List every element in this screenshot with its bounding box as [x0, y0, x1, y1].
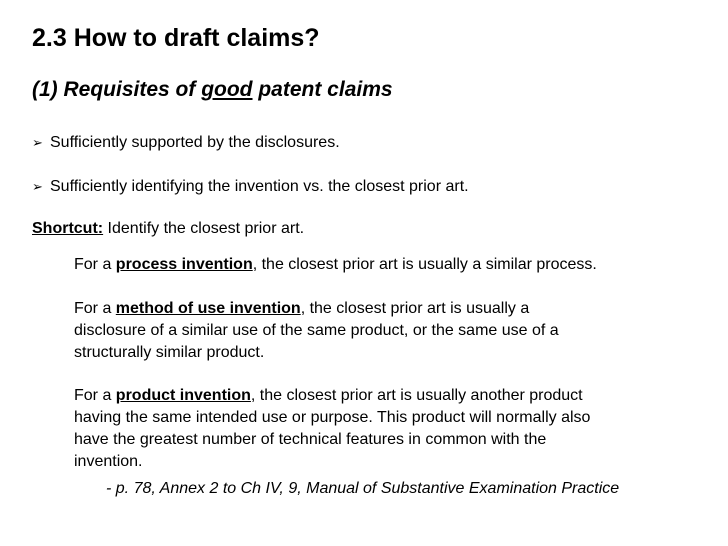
paragraph-text: , the closest prior art is usually another product: [250, 387, 583, 404]
paragraph-text: , the closest prior art is usually a similar process.: [252, 256, 597, 273]
paragraph-line: [74, 254, 714, 276]
shortcut-label: Shortcut:: [32, 220, 104, 237]
paragraph-process-invention: [74, 254, 714, 276]
bullet-text: Sufficiently supported by the disclosures.: [50, 134, 340, 151]
paragraph-keyword: process invention: [115, 256, 253, 273]
shortcut-line: [32, 220, 304, 238]
paragraph-line: disclosure of a similar use of the same product, or the same use of a: [74, 322, 559, 339]
citation: - p. 78, Annex 2 to Ch IV, 9, Manual of Substantive Examination Practice: [106, 480, 620, 497]
paragraph-prefix: For a: [74, 256, 116, 273]
page-title: 2.3 How to draft claims?: [32, 24, 320, 52]
bullet-item: [32, 134, 340, 152]
subtitle-before: (1) Requisites of: [32, 78, 202, 101]
subtitle-after: patent claims: [252, 78, 393, 101]
arrow-bullet-icon: ➢: [32, 135, 43, 150]
paragraph-prefix: For a: [74, 300, 116, 317]
paragraph-method-of-use-invention: [74, 298, 714, 364]
paragraph-line: have the greatest number of technical features in common with the: [74, 431, 547, 448]
paragraph-text: , the closest prior art is usually a: [300, 300, 530, 317]
paragraph-product-invention: [74, 385, 714, 473]
paragraph-line: having the same intended use or purpose. This product will normally also: [74, 409, 591, 426]
subtitle-emphasis: good: [201, 78, 253, 101]
bullet-text: Sufficiently identifying the invention vs. the closest prior art.: [50, 178, 469, 195]
paragraph-keyword: product invention: [115, 387, 251, 404]
bullet-item: [32, 178, 469, 196]
paragraph-keyword: method of use invention: [115, 300, 301, 317]
paragraph-prefix: For a: [74, 387, 116, 404]
arrow-bullet-icon: ➢: [32, 179, 43, 194]
shortcut-text: Identify the closest prior art.: [103, 220, 305, 237]
paragraph-line: [74, 385, 714, 407]
paragraph-line: invention.: [74, 453, 143, 470]
paragraph-line: [74, 298, 714, 320]
section-subtitle: [32, 78, 393, 102]
paragraph-line: structurally similar product.: [74, 344, 265, 361]
